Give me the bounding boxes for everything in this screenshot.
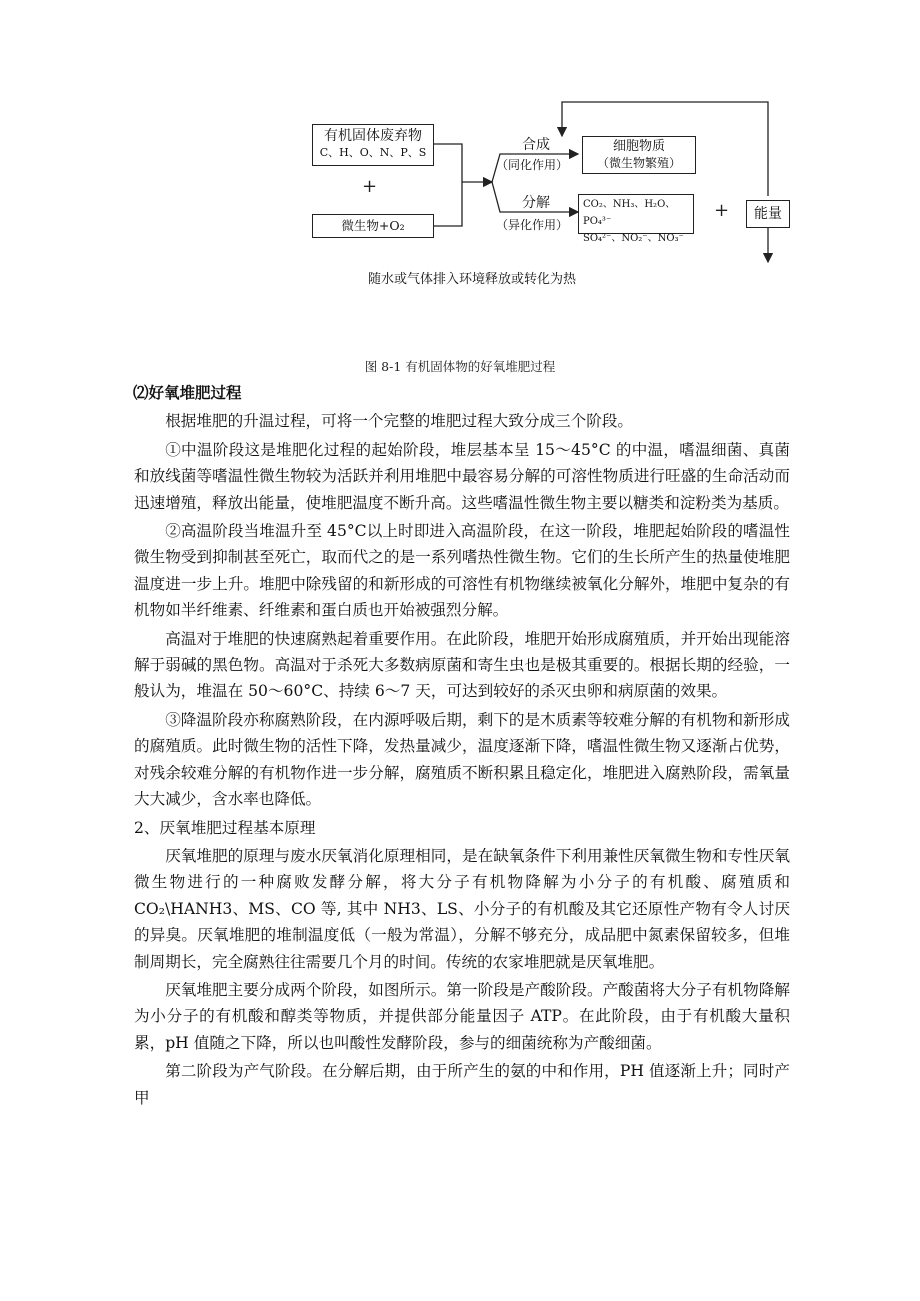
organic-waste-box	[312, 124, 434, 166]
paragraph-intro: 根据堆肥的升温过程，可将一个完整的堆肥过程大致分成三个阶段。	[165, 412, 634, 431]
paragraph-anaerobic-principle: 厌氧堆肥的原理与废水厌氧消化原理相同，是在缺氧条件下利用兼性厌氧微生物和专性厌氧微生物进行的一种腐败发酵分解，将大分子有机物降解为小分子的有机酸、腐殖质和CO₂\HANH3、MS、CO 等, 其中 NH3、LS、小分子的有机酸及其它还原性产物有令人讨厌的异臭。厌氧堆肥的堆制温度低（一般为常温），分解不够充分，成品肥中氮素保留较多，但堆制周期长，完全腐熟往往需要几个月的时间。传统的农家堆肥就是厌氧堆肥。	[134, 846, 790, 971]
microbe-oxygen-label: 微生物+O₂	[341, 218, 405, 233]
section-2-title: 2、厌氧堆肥过程基本原理	[134, 818, 316, 837]
figure-caption: 图 8-1 有机固体物的好氧堆肥过程	[364, 359, 556, 374]
release-text: 随水或气体排入环境释放或转化为热	[368, 272, 577, 287]
products-line-2: SO₄²⁻、NO₂⁻、NO₃⁻	[583, 233, 684, 244]
paragraph-high-temp: 高温对于堆肥的快速腐熟起着重要作用。在此阶段，堆肥开始形成腐殖质，并开始出现能溶解于弱碱的黑色物。高温对于杀死大多数病原菌和寄生虫也是极其重要的。根据长期的经验，一般认为，堆温在 50～60°C、持续 6～7 天，可达到较好的杀灭虫卵和病原菌的效果。	[134, 629, 790, 701]
plus-sign-right: +	[714, 200, 730, 221]
body-text	[134, 380, 790, 1111]
paragraph-anaerobic-stages: 厌氧堆肥主要分成两个阶段，如图所示。第一阶段是产酸阶段。产酸菌将大分子有机物降解为小分子的有机酸和醇类等物质，并提供部分能量因子 ATP。在此阶段，由于有机酸大量积累，pH 值随之下降，所以也叫酸性发酵阶段，参与的细菌统称为产酸细菌。	[134, 980, 790, 1052]
cell-matter-label: 细胞物质	[612, 139, 665, 154]
plus-sign-left: +	[362, 176, 378, 197]
connector-input	[434, 144, 462, 182]
connector-microbe	[434, 182, 462, 226]
paragraph-gas-stage: 第二阶段为产气阶段。在分解后期，由于所产生的氨的中和作用，PH 值逐渐上升；同时产甲	[134, 1062, 790, 1107]
energy-box	[746, 200, 790, 228]
cell-matter-sub-label: （微生物繁殖）	[596, 156, 681, 170]
microbe-oxygen-box	[312, 214, 434, 238]
section-heading: ⑵好氧堆肥过程	[133, 384, 242, 402]
cell-matter-box	[582, 136, 696, 174]
aerobic-composting-diagram	[300, 96, 780, 286]
energy-label: 能量	[754, 206, 782, 222]
paragraph-mesophilic: ①中温阶段这是堆肥化过程的起始阶段，堆层基本呈 15～45°C 的中温，嗜温细菌、真菌和放线菌等嗜温性微生物较为活跃并利用堆肥中最容易分解的可溶性物质进行旺盛的生命活动而迅速增殖，释放出能量，使堆肥温度不断升高。这些嗜温性微生物主要以糖类和淀粉类为基质。	[134, 440, 790, 512]
elements-label: C、H、O、N、P、S	[319, 146, 427, 159]
synthesis-sub-label: （同化作用）	[496, 158, 569, 172]
synthesis-label: 合成	[522, 137, 550, 153]
paragraph-cooling: ③降温阶段亦称腐熟阶段，在内源呼吸后期，剩下的是木质素等较难分解的有机物和新形成的腐殖质。此时微生物的活性下降，发热量减少，温度逐渐下降，嗜温性微生物又逐渐占优势，对残余较难分解的有机物作进一步分解，腐殖质不断积累且稳定化，堆肥进入腐熟阶段，需氧量大大减少，含水率也降低。	[134, 710, 790, 809]
paragraph-thermophilic: ②高温阶段当堆温升至 45°C以上时即进入高温阶段，在这一阶段，堆肥起始阶段的嗜温性微生物受到抑制甚至死亡，取而代之的是一系列嗜热性微生物。它们的生长所产生的热量使堆肥温度进一步上升。堆肥中除残留的和新形成的可溶性有机物继续被氧化分解外，堆肥中复杂的有机物如半纤维素、纤维素和蛋白质也开始被强烈分解。	[134, 522, 790, 620]
decomposition-label: 分解	[522, 195, 550, 211]
decomposition-sub-label: （异化作用）	[496, 218, 569, 232]
products-line-1: CO₂、NH₃、H₂O、PO₄³⁻	[583, 199, 676, 227]
organic-waste-label: 有机固体废弃物	[324, 128, 422, 144]
products-box	[578, 194, 694, 244]
